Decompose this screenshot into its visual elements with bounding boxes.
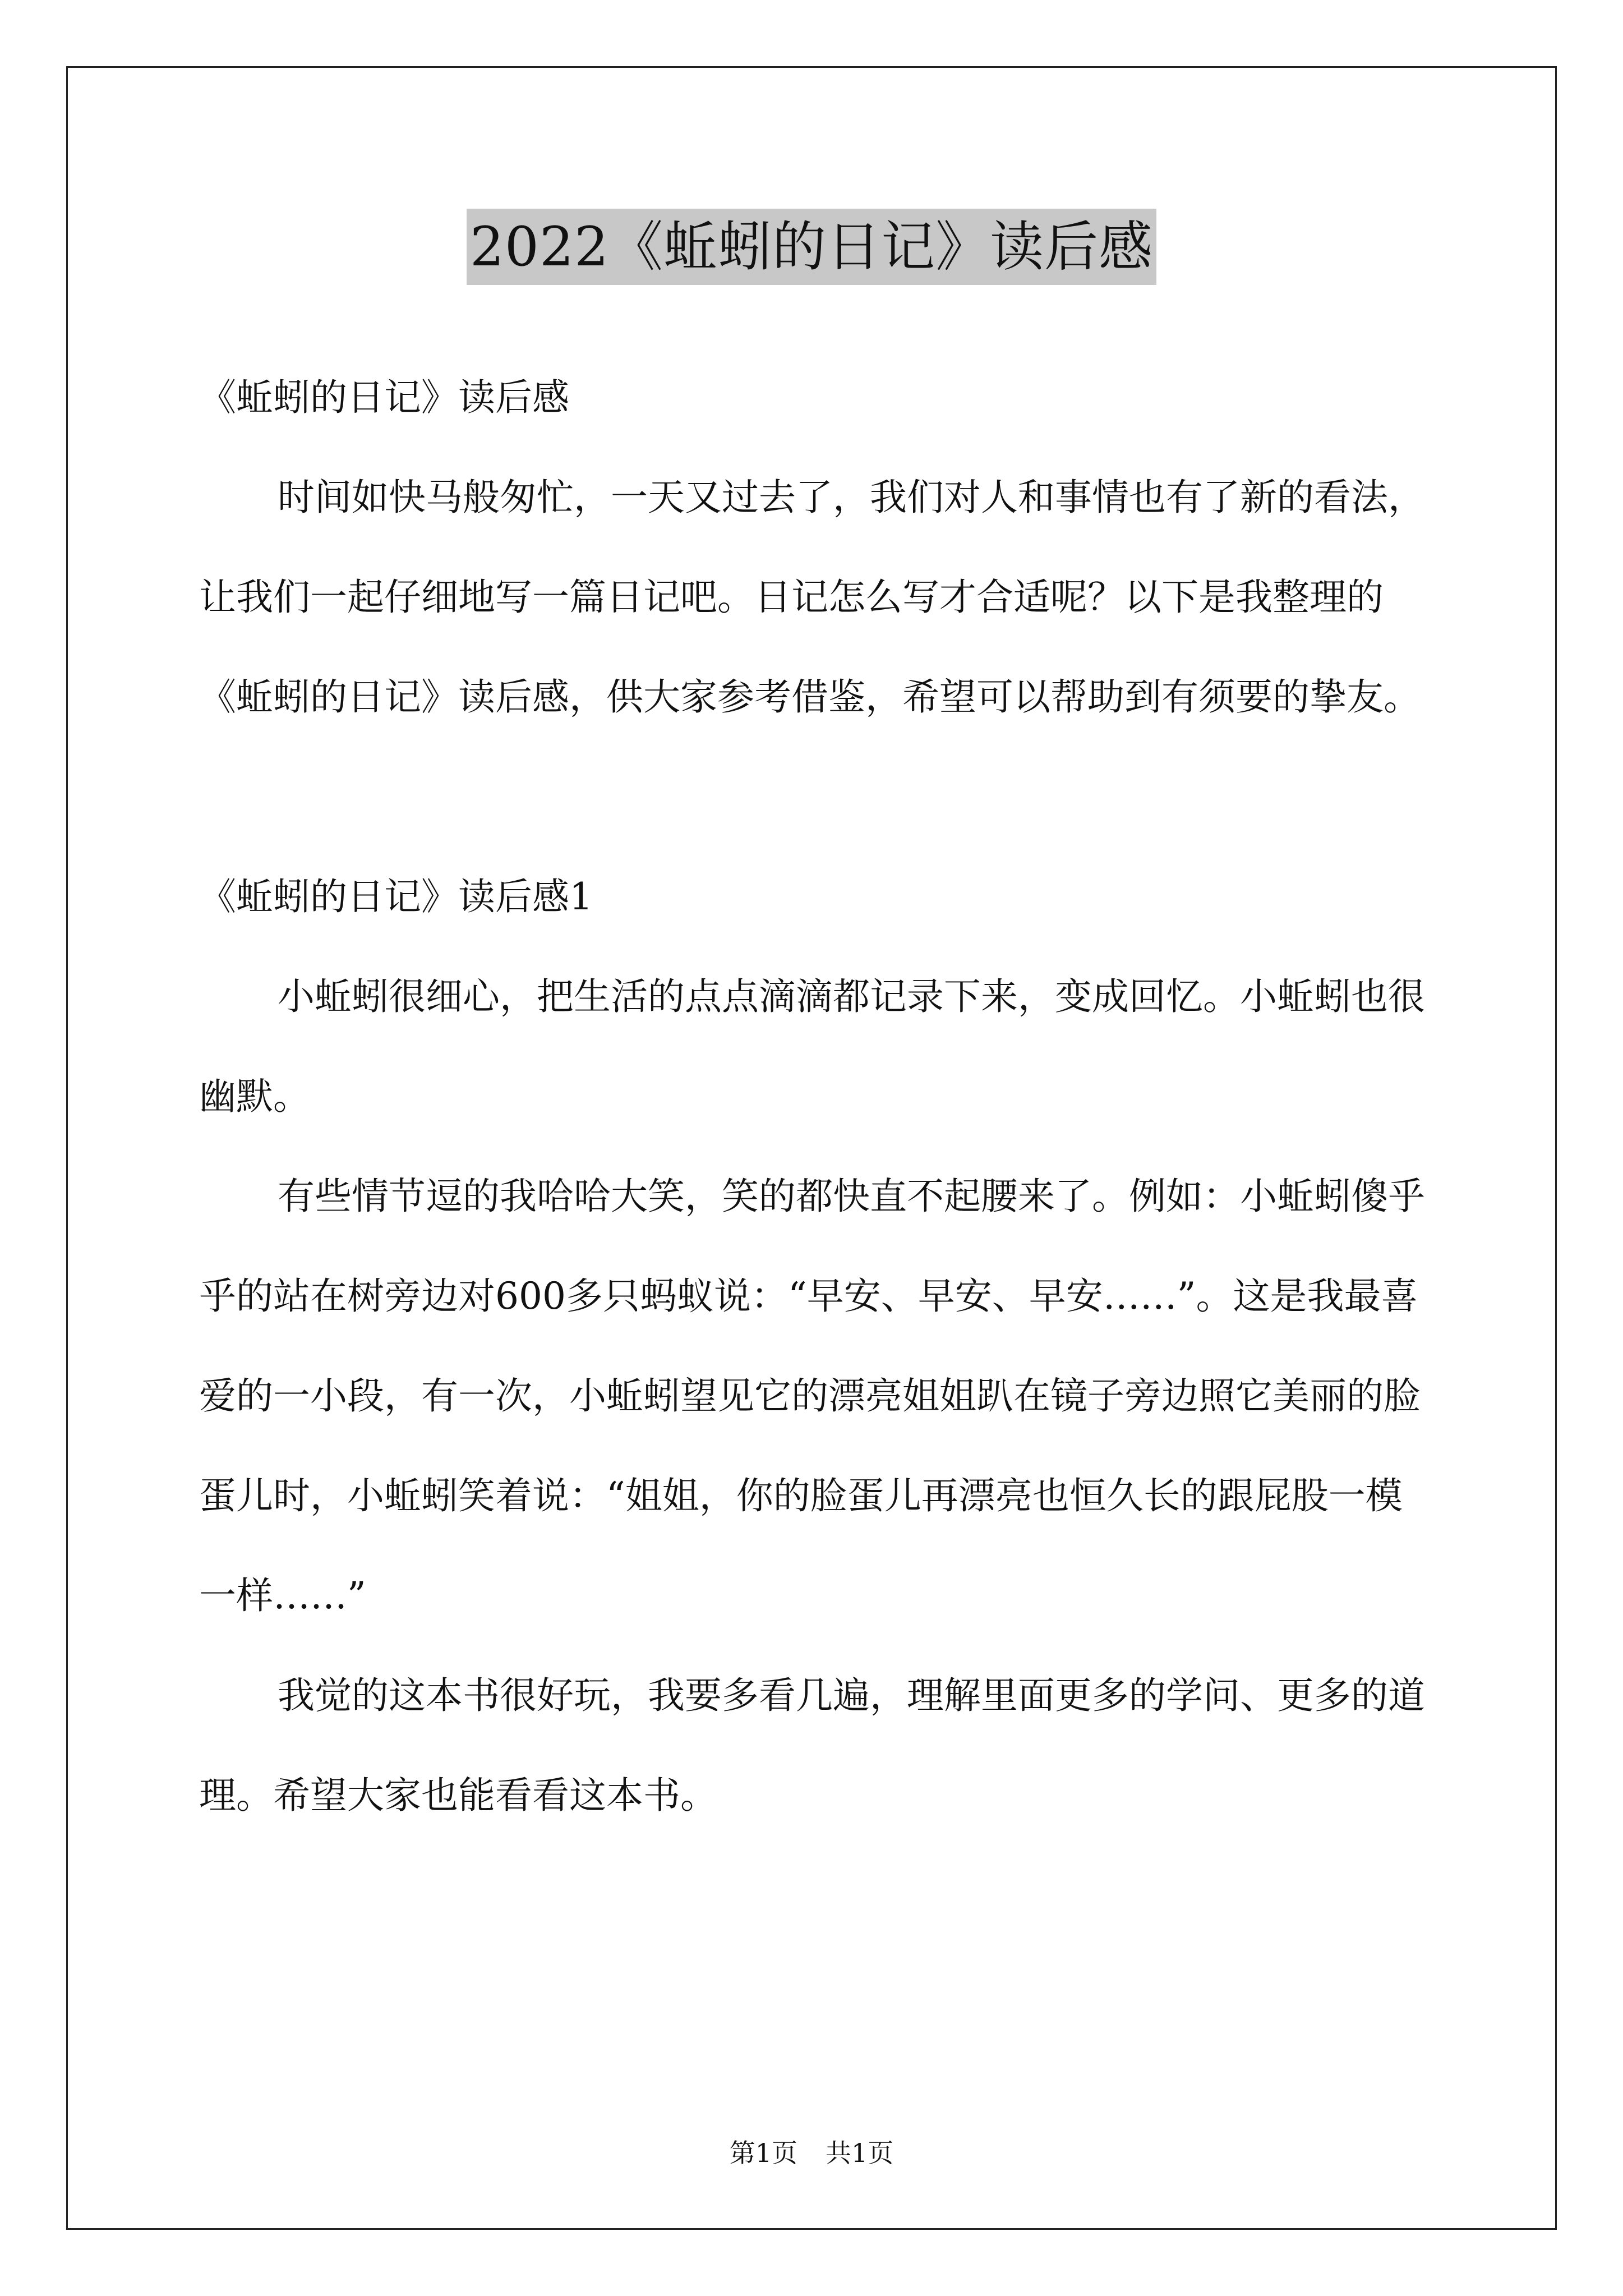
body-paragraph-3: 我觉的这本书很好玩，我要多看几遍，理解里面更多的学问、更多的道理。希望大家也能看看这本书。 (199, 1674, 1425, 1817)
paragraph-gap (199, 747, 1433, 847)
document-body (199, 348, 1433, 1846)
section-heading-intro: 《蚯蚓的日记》读后感 (199, 376, 569, 419)
document-title: 2022《蚯蚓的日记》读后感 (467, 209, 1156, 285)
section-heading-1: 《蚯蚓的日记》读后感1 (199, 875, 593, 918)
intro-paragraph: 时间如快马般匆忙，一天又过去了，我们对人和事情也有了新的看法，让我们一起仔细地写一篇日记吧。日记怎么写才合适呢？以下是我整理的《蚯蚓的日记》读后感，供大家参考借鉴，希望可以帮助到有须要的挚友。 (199, 476, 1425, 719)
page-number-total: 共1页 (826, 2138, 894, 2168)
page-number-current: 第1页 (729, 2138, 797, 2168)
body-paragraph-2: 有些情节逗的我哈哈大笑，笑的都快直不起腰来了。例如：小蚯蚓傻乎乎的站在树旁边对600多只蚂蚁说：“早安、早安、早安……”。这是我最喜爱的一小段，有一次，小蚯蚓望见它的漂亮姐姐趴在镜子旁边照它美丽的脸蛋儿时，小蚯蚓笑着说：“姐姐，你的脸蛋儿再漂亮也恒久长的跟屁股一模一样……” (199, 1175, 1425, 1617)
body-paragraph-1: 小蚯蚓很细心，把生活的点点滴滴都记录下来，变成回忆。小蚯蚓也很幽默。 (199, 975, 1425, 1118)
title-container (0, 209, 1623, 285)
page-footer (0, 2136, 1623, 2170)
